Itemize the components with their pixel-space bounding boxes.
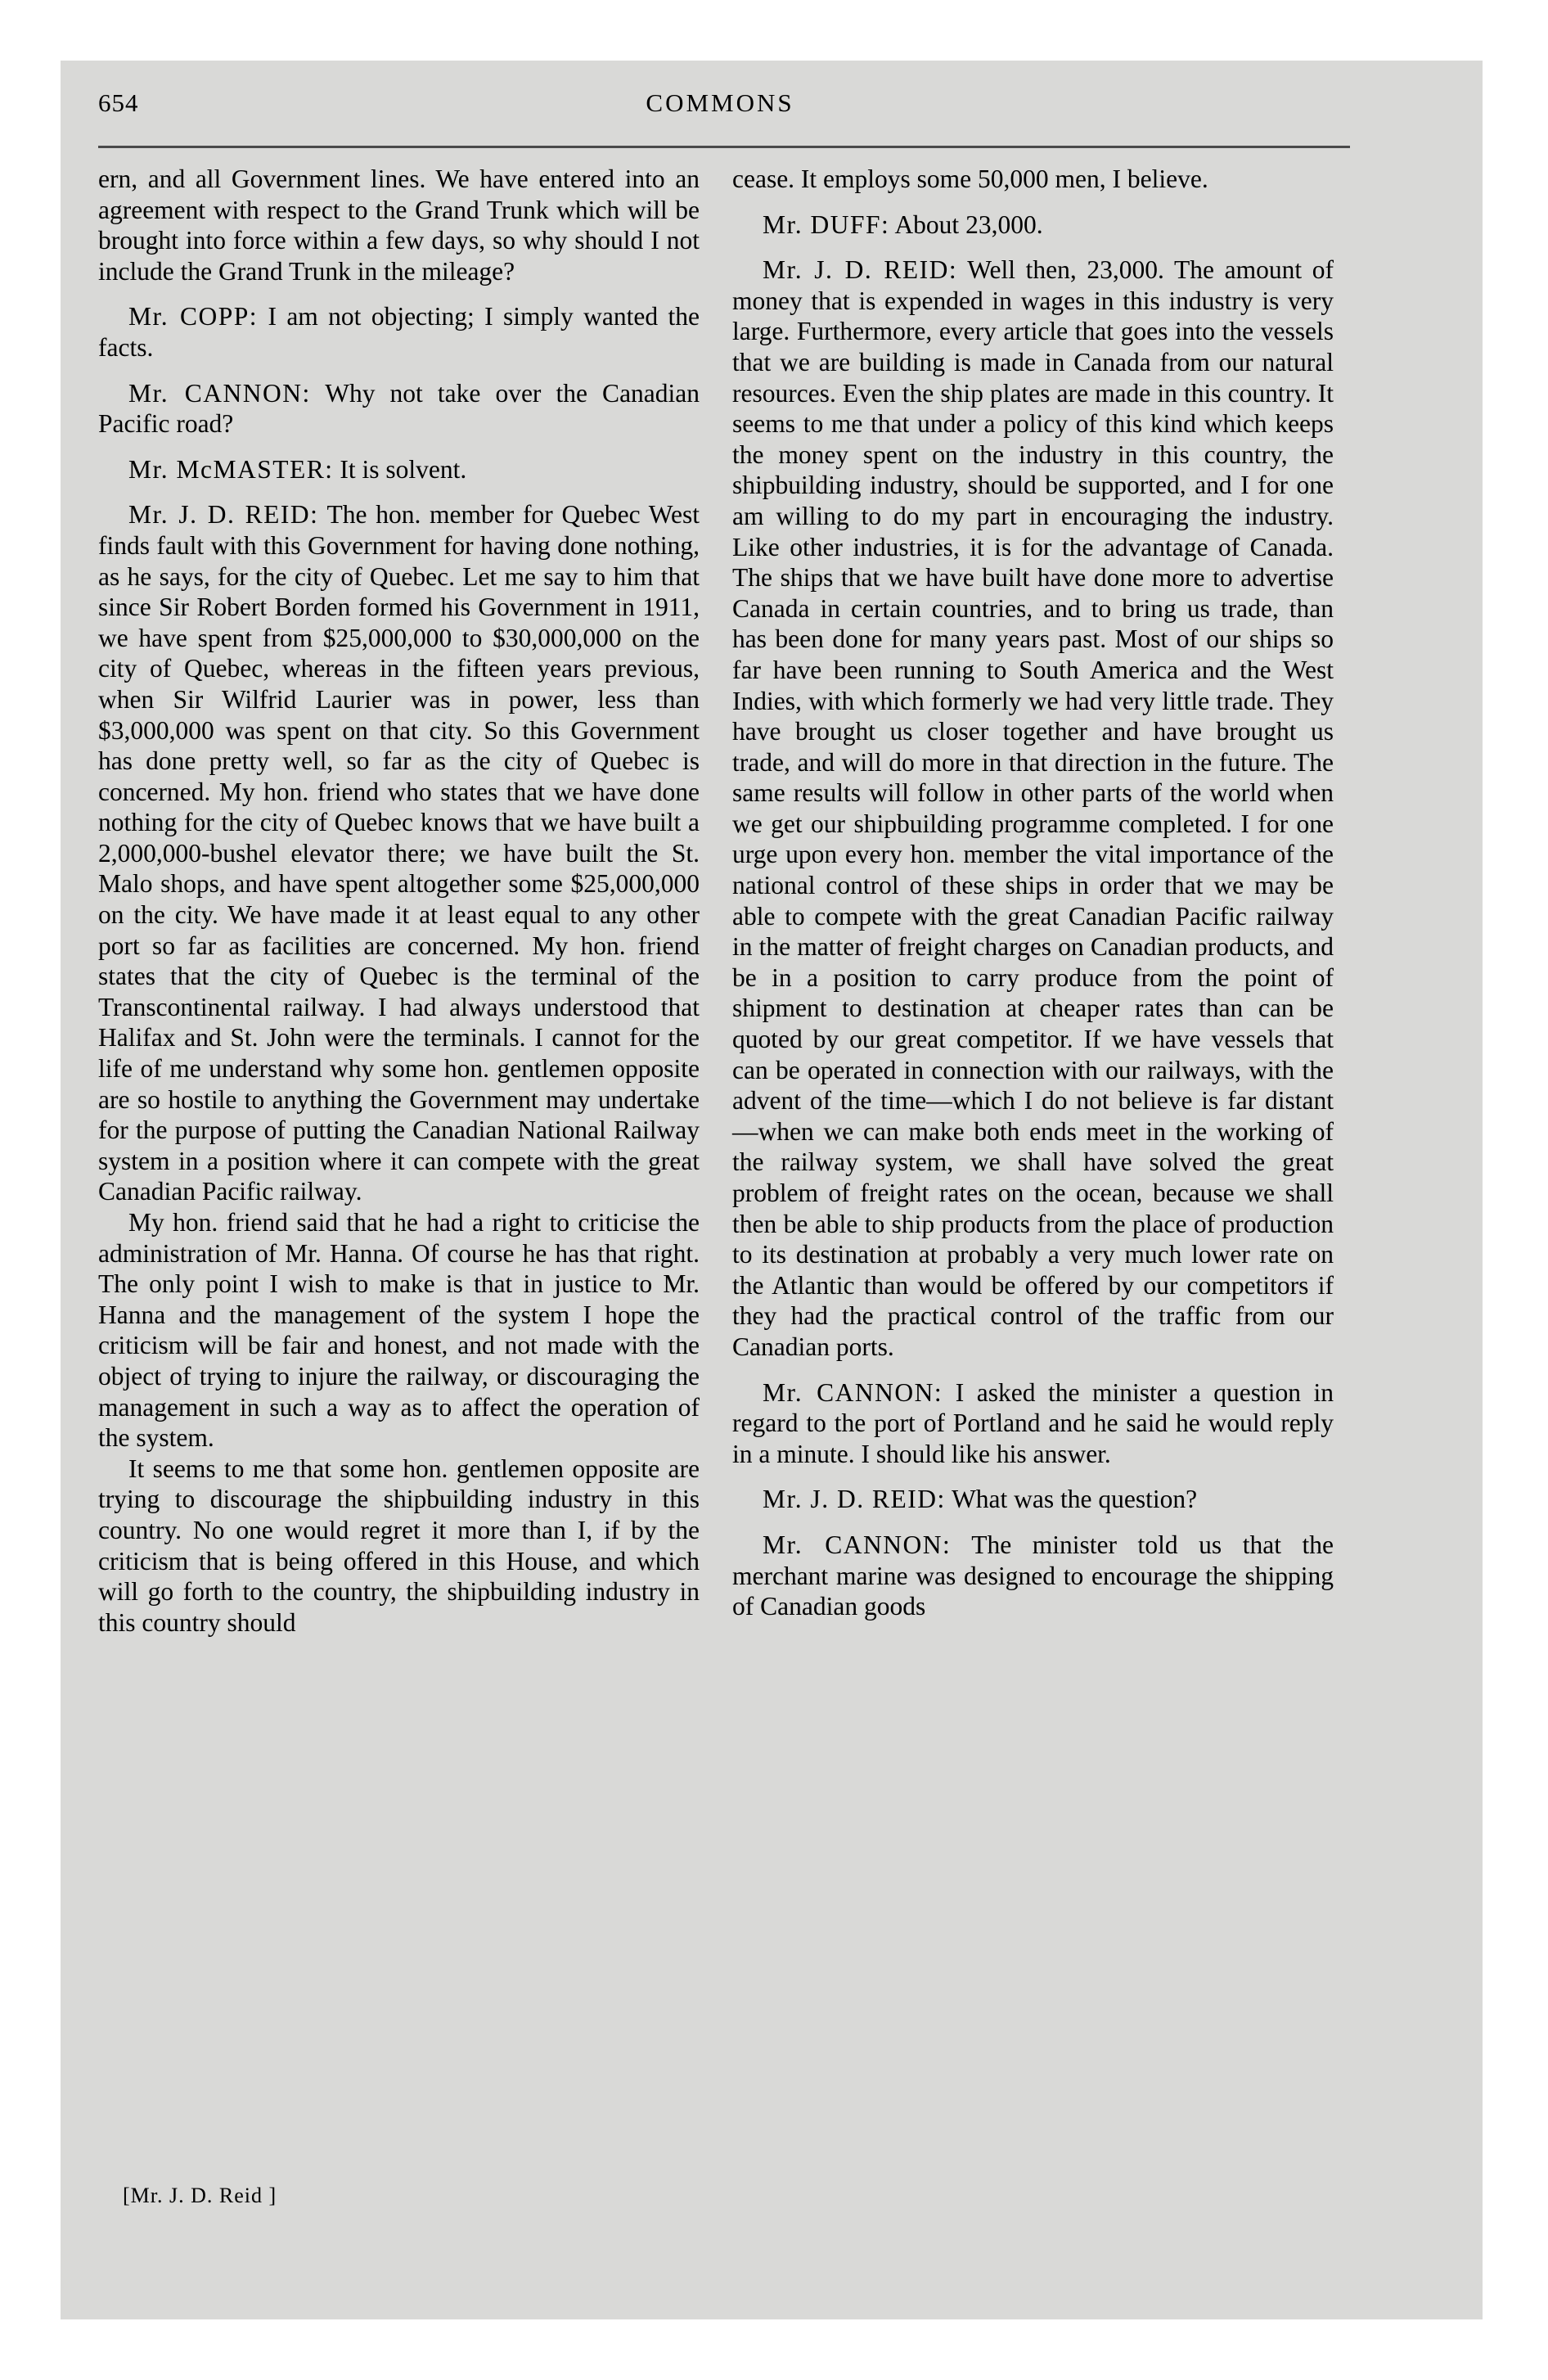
page-header bbox=[98, 88, 1342, 137]
right-column bbox=[732, 164, 1334, 1622]
speaker-name: Mr. CANNON: bbox=[128, 378, 311, 408]
paragraph-text: ern, and all Government lines. We have entered into an agreement with respect to the Grand Trunk which will be brought into force within a few days, so why should I not include the Grand Trunk in the mileage? bbox=[98, 165, 700, 286]
continuation-paragraph bbox=[98, 164, 700, 286]
speech-text: About 23,000. bbox=[894, 210, 1043, 239]
speech-reid bbox=[732, 255, 1334, 1362]
speech-cannon bbox=[732, 1530, 1334, 1622]
speech-reid bbox=[98, 499, 700, 1207]
header-rule bbox=[98, 146, 1350, 148]
continuation-paragraph bbox=[732, 164, 1334, 195]
speech-text: The minister told us that the merchant marine was designed to encourage the shipping of Canadian goods bbox=[732, 1530, 1334, 1621]
speech-cannon bbox=[732, 1377, 1334, 1470]
speaker-name: Mr. J. D. REID: bbox=[128, 500, 319, 530]
speaker-name: Mr. McMASTER: bbox=[128, 454, 334, 484]
speech-mcmaster bbox=[98, 454, 700, 485]
page-number: 654 bbox=[98, 88, 139, 117]
paragraph bbox=[98, 1207, 700, 1454]
speech-duff bbox=[732, 210, 1334, 241]
footer-attribution: [Mr. J. D. Reid ] bbox=[123, 2184, 277, 2207]
running-head: COMMONS bbox=[646, 88, 794, 117]
paragraph-text: cease. It employs some 50,000 men, I believe. bbox=[732, 165, 1208, 193]
speech-text: I asked the minister a question in regard to the port of Portland and he said he would reply in a minute. I should like his answer. bbox=[732, 1377, 1334, 1468]
speech-reid bbox=[732, 1484, 1334, 1515]
speaker-name: Mr. J. D. REID: bbox=[763, 1485, 946, 1514]
speech-cannon bbox=[98, 378, 700, 439]
speaker-name: Mr. DUFF: bbox=[763, 210, 890, 239]
speech-text: The hon. member for Quebec West finds fault with this Government for having done nothing, as he says, for the city of Quebec. Let me say to him that since Sir Robert Borden formed his Government in 1911, we have spent from $25,000,000 to $30,000,000 on the city of Quebec, whereas in the fifteen years previous, when Sir Wilfrid Laurier was in power, less than $3,000,000 was spent on that city. So this Government has done pretty well, so far as the city of Quebec is concerned. My hon. friend who states that we have done nothing for the city of Quebec knows that we have built a 2,000,000-bushel elevator there; we have built the St. Malo shops, and have spent altogether some $25,000,000 on the city. We have made it at least equal to any other port so far as facilities are concerned. My hon. friend states that the city of Quebec is the terminal of the Transcontinental railway. I had always understood that Halifax and St. John were the terminals. I cannot for the life of me understand why some hon. gentlemen opposite are so hostile to anything the Government may undertake for the purpose of putting the Canadian National Railway system in a position where it can compete with the great Canadian Pacific railway. bbox=[98, 500, 700, 1206]
speech-text: It is solvent. bbox=[340, 454, 467, 484]
speaker-name: Mr. CANNON: bbox=[763, 1530, 952, 1559]
paragraph bbox=[98, 1454, 700, 1639]
speech-text: Why not take over the Canadian Pacific road? bbox=[98, 378, 700, 439]
speech-copp bbox=[98, 301, 700, 363]
paragraph-text: My hon. friend said that he had a right to criticise the administration of Mr. Hanna. Of course he has that right. The only point I wish to make is that in justice to Mr. Hanna and the management of the system I hope the criticism will be fair and honest, and not made with the object of trying to injure the railway, or discouraging the management in such a way as to affect the operation of the system. bbox=[98, 1208, 700, 1453]
speech-text: What was the question? bbox=[952, 1485, 1198, 1514]
paragraph-text: It seems to me that some hon. gentlemen opposite are trying to discourage the shipbuilding industry in this country. No one would regret it more than I, if by the criticism that is being offered in this House, and which will go forth to the country, the shipbuilding industry in this country should bbox=[98, 1454, 700, 1637]
speaker-name: Mr. COPP: bbox=[128, 302, 259, 331]
speaker-name: Mr. J. D. REID: bbox=[763, 255, 958, 285]
speaker-name: Mr. CANNON: bbox=[763, 1377, 943, 1407]
left-column bbox=[98, 164, 700, 1638]
speech-text: Well then, 23,000. The amount of money that is expended in wages in this industry is very large. Furthermore, every article that goes into the vessels that we are building is made in Canada from our natural resources. Even the ship plates are made in this country. It seems to me that under a policy of this kind which keeps the money spent on the industry in this country, the shipbuilding industry, should be supported, and I for one am willing to do my part in encouraging the industry. Like other industries, it is for the advantage of Canada. The ships that we have built have done more to advertise Canada in certain countries, and to bring us trade, than has been done for many years past. Most of our ships so far have been running to South America and the West Indies, with which formerly we had very little trade. They have brought us closer together and have brought us trade, and will do more in that direction in the future. The same results will follow in other parts of the world when we get our shipbuilding programme completed. I for one urge upon every hon. member the vital importance of the national control of these ships in order that we may be able to compete with the great Canadian Pacific railway in the matter of freight charges on Canadian products, and be in a position to carry produce from the point of shipment to destination at cheaper rates than can be quoted by our great competitor. If we have vessels that can be operated in connection with our railways, with the advent of the time—which I do not believe is far distant—when we can make both ends meet in the working of the railway system, we shall have solved the great problem of freight rates on the ocean, because we shall then be able to ship products from the place of production to its destination at probably a very much lower rate on the Atlantic than would be offered by our competitors if they had the practical control of the traffic from our Canadian ports. bbox=[732, 255, 1334, 1361]
speech-text: I am not objecting; I simply wanted the facts. bbox=[98, 302, 700, 362]
